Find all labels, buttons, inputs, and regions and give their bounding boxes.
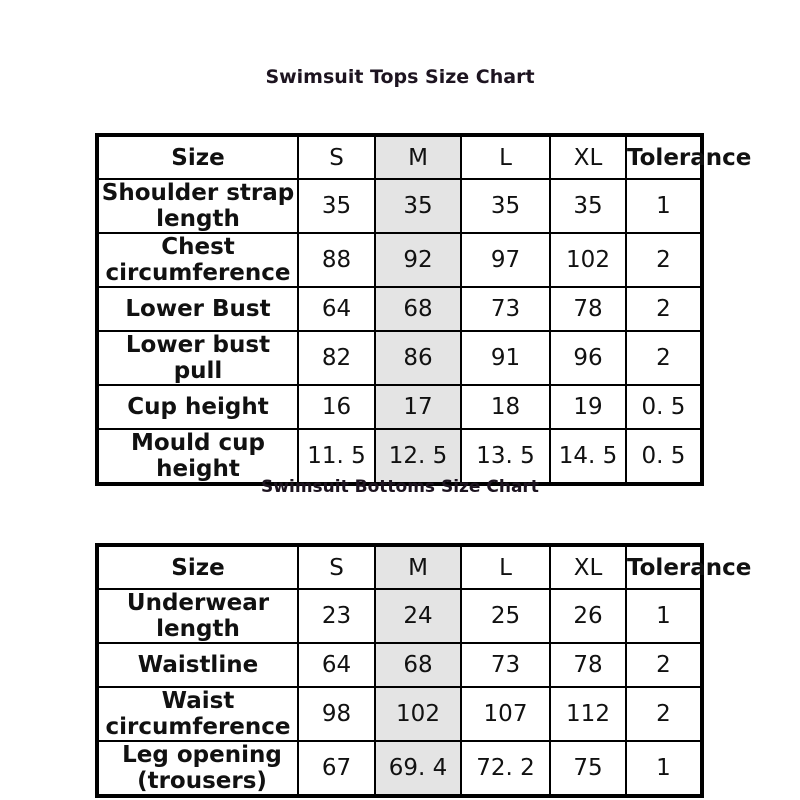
row-label [97,179,298,233]
size-header: Size [97,545,298,589]
cell-xl: 112 [550,687,626,741]
cell-m: 24 [375,589,461,643]
table-row [97,179,702,233]
cell-m: 102 [375,687,461,741]
row-label-line1: Chest [161,234,235,260]
cell-l: 72. 2 [461,741,550,796]
cell-m: 17 [375,385,461,429]
cell-s: 11. 5 [298,429,375,484]
row-label: Lower Bust [97,287,298,331]
cell-tolerance: 0. 5 [626,429,702,484]
cell-xl: 19 [550,385,626,429]
size-l-header: L [461,545,550,589]
table-row [97,643,702,687]
cell-tolerance: 2 [626,233,702,287]
cell-tolerance: 1 [626,589,702,643]
row-label-line2: circumference [105,260,291,286]
row-label [97,233,298,287]
cell-s: 35 [298,179,375,233]
cell-s: 88 [298,233,375,287]
row-label: Waistline [97,643,298,687]
table-row [97,687,702,741]
cell-s: 67 [298,741,375,796]
row-label-line2: length [156,206,240,232]
bottoms-chart-title: Swimsuit Bottoms Size Chart [261,477,539,497]
cell-l: 25 [461,589,550,643]
cell-l: 91 [461,331,550,385]
cell-s: 23 [298,589,375,643]
cell-l: 13. 5 [461,429,550,484]
table-row [97,741,702,796]
size-s-header: S [298,545,375,589]
cell-l: 18 [461,385,550,429]
table-row [97,331,702,385]
cell-l: 73 [461,643,550,687]
cell-m: 68 [375,287,461,331]
cell-m: 35 [375,179,461,233]
cell-xl: 26 [550,589,626,643]
size-xl-header: XL [550,545,626,589]
cell-m: 92 [375,233,461,287]
row-label-line1: Shoulder strap [101,180,295,206]
row-label: Lower bust pull [97,331,298,385]
cell-s: 64 [298,287,375,331]
table-row [97,385,702,429]
cell-s: 98 [298,687,375,741]
tolerance-header: Tolerance [626,545,702,589]
cell-m: 86 [375,331,461,385]
cell-l: 97 [461,233,550,287]
row-label: Waist circumference [97,687,298,741]
size-l-header: L [461,135,550,179]
table-row [97,233,702,287]
cell-tolerance: 1 [626,741,702,796]
cell-tolerance: 2 [626,687,702,741]
row-label: Mould cup height [97,429,298,484]
tops-size-table [95,133,752,486]
cell-xl: 78 [550,287,626,331]
cell-l: 107 [461,687,550,741]
cell-tolerance: 2 [626,643,702,687]
size-header: Size [97,135,298,179]
table-row [97,429,702,484]
cell-xl: 75 [550,741,626,796]
row-label: Underwear length [97,589,298,643]
cell-l: 35 [461,179,550,233]
cell-s: 16 [298,385,375,429]
cell-m: 68 [375,643,461,687]
cell-s: 64 [298,643,375,687]
cell-xl: 102 [550,233,626,287]
cell-xl: 78 [550,643,626,687]
table-header-row [97,135,702,179]
row-label: Cup height [97,385,298,429]
cell-tolerance: 1 [626,179,702,233]
cell-l: 73 [461,287,550,331]
bottoms-size-table [95,543,752,798]
table-row [97,287,702,331]
cell-m: 12. 5 [375,429,461,484]
cell-xl: 35 [550,179,626,233]
size-s-header: S [298,135,375,179]
size-m-header: M [375,545,461,589]
cell-s: 82 [298,331,375,385]
table-header-row [97,545,702,589]
tops-chart-title: Swimsuit Tops Size Chart [265,66,535,88]
size-m-header: M [375,135,461,179]
cell-xl: 14. 5 [550,429,626,484]
size-xl-header: XL [550,135,626,179]
cell-tolerance: 0. 5 [626,385,702,429]
table-row [97,589,702,643]
cell-m: 69. 4 [375,741,461,796]
row-label: Leg opening (trousers) [97,741,298,796]
cell-xl: 96 [550,331,626,385]
cell-tolerance: 2 [626,331,702,385]
cell-tolerance: 2 [626,287,702,331]
tolerance-header: Tolerance [626,135,702,179]
